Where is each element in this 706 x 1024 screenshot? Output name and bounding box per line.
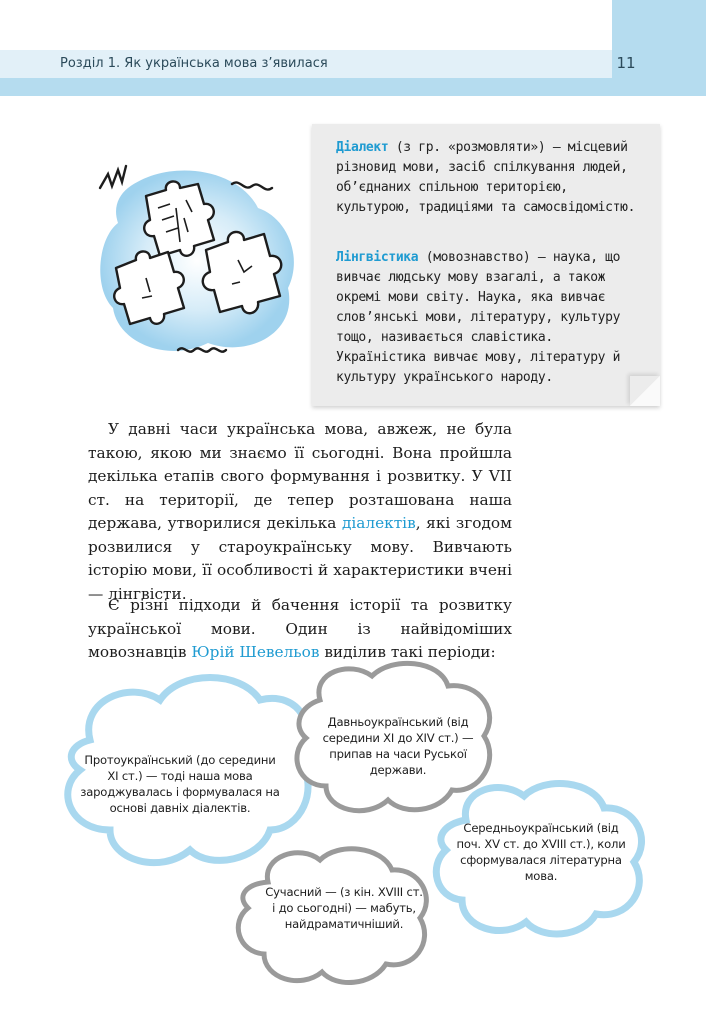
page-number: 11 xyxy=(616,54,636,72)
period-modern: Сучасний — (з кін. XVIII ст. і до сьогодні) — мабуть, найдраматичніший. xyxy=(265,885,423,931)
term-linguistics: Лінгвістика xyxy=(336,250,419,265)
period-old-ukrainian: Давньоукраїнський (від середини XI до XIV ст.) — припав на часи Руської держави. xyxy=(322,715,474,777)
puzzle-pieces-icon xyxy=(88,148,318,368)
paragraph-periods xyxy=(88,594,512,665)
term-dialect: Діалект xyxy=(336,140,389,155)
link-dialects[interactable]: діалектів xyxy=(341,514,416,532)
definition-linguistics xyxy=(336,248,646,388)
paragraph-periods-text: Є різні підходи й бачення історії та розвитку української мови. Один із найвідоміших мовознавців xyxy=(88,596,512,661)
period-proto-ukrainian: Протоукраїнський (до середини XI ст.) — тоді наша мова зароджувалась і формувалася на основі давніх діалектів. xyxy=(80,753,280,815)
header-tab xyxy=(612,0,706,96)
period-middle-ukrainian: Середньоукраїнський (від поч. XV ст. до XVIII ст.), коли сформувалася літературна мова. xyxy=(456,821,626,883)
paragraph-periods-text-end: виділив такі періоди: xyxy=(319,643,496,661)
paragraph-history-text: У давні часи українська мова, авжеж, не була такою, якою ми знаємо її сьогодні. Вона пройшла декілька етапів свого формування і розвитку. У VII ст. на території, де тепер розташована наша держава, утворилися декілька xyxy=(88,420,512,532)
paragraph-history-text-end: , які згодом розвилися у староукраїнську мову. Вивчають історію мови, її особливості й характеристики вчені — лінгвісти. xyxy=(88,514,512,603)
definition-dialect-text: (з гр. «розмовляти») — місцевий різновид мови, засіб спілкування людей, об’єднаних спільною територією, культурою, традиціями та самосвідомістю. xyxy=(336,140,636,215)
definition-dialect xyxy=(336,138,646,218)
paragraph-history xyxy=(88,418,512,606)
header-strip xyxy=(0,78,612,96)
chapter-title: Розділ 1. Як українська мова з’явилася xyxy=(60,56,328,71)
definition-linguistics-text: (мовознавство) — наука, що вивчає людську мову взагалі, а також окремі мови світу. Наука, яка вивчає слов’янські мови, літературу, культуру тощо, називається славістика. Україністика вивчає мову, літературу й культуру українського народу. xyxy=(336,250,621,385)
link-shevelov[interactable]: Юрій Шевельов xyxy=(191,643,320,661)
